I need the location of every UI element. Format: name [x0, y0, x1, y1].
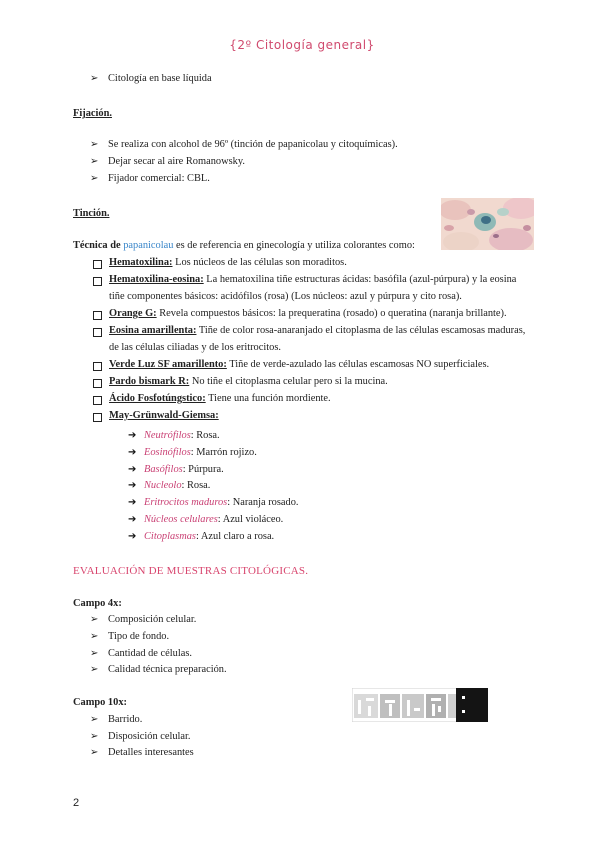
arrow-bullet-icon: ➢: [90, 73, 99, 84]
list-item: [90, 731, 191, 742]
right-arrow-icon: ➔: [128, 531, 137, 542]
list-item-text: Se realiza con alcohol de 96º (tinción de papanicolau y citoquímicas).: [108, 139, 398, 150]
tincion-intro-suffix: es de referencia en ginecología y utiliza colorantes como:: [173, 240, 415, 251]
right-arrow-icon: ➔: [128, 514, 137, 525]
stain-item-continuation: [109, 342, 281, 353]
checkbox-icon: [93, 396, 102, 405]
list-item: [90, 714, 142, 725]
list-item-text: Detalles interesantes: [108, 747, 194, 758]
list-item-text: Cantidad de células.: [108, 648, 192, 659]
arrow-bullet-icon: ➢: [90, 139, 99, 150]
mgg-item: [128, 514, 283, 525]
microscopy-image: [441, 198, 534, 250]
arrow-bullet-icon: ➢: [90, 156, 99, 167]
right-arrow-icon: ➔: [128, 464, 137, 475]
list-item-text: Dejar secar al aire Romanowsky.: [108, 156, 245, 167]
list-item: [90, 664, 227, 675]
section-heading-fijacion: Fijación.: [73, 108, 112, 119]
checkbox-icon: [93, 311, 102, 320]
list-item: [90, 614, 196, 625]
mgg-term: Nucleolo: [144, 480, 182, 491]
stain-label: Verde Luz SF amarillento:: [109, 359, 227, 370]
list-item: [90, 631, 169, 642]
list-item-text: Fijador comercial: CBL.: [108, 173, 210, 184]
arrow-bullet-icon: ➢: [90, 747, 99, 758]
stain-item: [109, 274, 516, 285]
mgg-term: Basófilos: [144, 464, 183, 475]
stain-label: Ácido Fosfotúngstico:: [109, 393, 206, 404]
checkbox-icon: [93, 379, 102, 388]
list-item: [90, 648, 192, 659]
stain-text: Los núcleos de las células son moraditos.: [172, 257, 347, 268]
mgg-term: Eosinófilos: [144, 447, 191, 458]
stain-item: [109, 257, 347, 268]
checkbox-icon: [93, 362, 102, 371]
mgg-value: : Azul violáceo.: [217, 514, 284, 525]
mgg-term: Citoplasmas: [144, 531, 196, 542]
tincion-intro: [73, 240, 415, 251]
checkbox-icon: [93, 260, 102, 269]
right-arrow-icon: ➔: [128, 480, 137, 491]
list-item-text: Tipo de fondo.: [108, 631, 170, 642]
list-item-text: Disposición celular.: [108, 731, 191, 742]
arrow-bullet-icon: ➢: [90, 731, 99, 742]
mgg-item: [128, 464, 224, 475]
stain-text: Tiñe de verde-azulado las células escamosas NO superficiales.: [226, 359, 490, 370]
mgg-value: : Azul claro a rosa.: [195, 531, 275, 542]
campo-10x-heading: Campo 10x:: [73, 697, 127, 708]
list-item-text: Barrido.: [108, 714, 143, 725]
stain-text: Tiene una función mordiente.: [205, 393, 331, 404]
mgg-item: [128, 447, 257, 458]
mgg-term: Eritrocitos maduros: [144, 497, 228, 508]
stain-item: [109, 308, 507, 319]
stain-label: Hematoxilina:: [109, 257, 173, 268]
mgg-value: : Marrón rojizo.: [190, 447, 257, 458]
papanicolau-highlight: papanicolau: [123, 240, 174, 251]
stain-item: [109, 359, 489, 370]
mgg-term: Neutrófilos: [144, 430, 191, 441]
mgg-term: Núcleos celulares: [144, 514, 218, 525]
table-image-drawing: [352, 688, 488, 722]
stain-label: Eosina amarillenta:: [109, 325, 197, 336]
stain-item: [109, 376, 388, 387]
arrow-bullet-icon: ➢: [90, 614, 99, 625]
arrow-bullet-icon: ➢: [90, 173, 99, 184]
page-title: {2º Citología general}: [229, 38, 375, 52]
stain-item: [109, 325, 525, 336]
list-item: [90, 173, 210, 184]
right-arrow-icon: ➔: [128, 430, 137, 441]
mgg-item: [128, 497, 299, 508]
arrow-bullet-icon: ➢: [90, 631, 99, 642]
list-item: [90, 139, 398, 150]
stain-item: [109, 393, 331, 404]
arrow-bullet-icon: ➢: [90, 648, 99, 659]
stain-item-continuation: [109, 291, 462, 302]
mgg-item: [128, 531, 274, 542]
checkbox-icon: [93, 413, 102, 422]
checkbox-icon: [93, 328, 102, 337]
list-item: [90, 156, 245, 167]
section-heading-evaluacion: EVALUACIÓN DE MUESTRAS CITOLÓGICAS.: [73, 565, 309, 577]
stain-text: Tiñe de color rosa-anaranjado el citoplasma de las células escamosas maduras,: [196, 325, 526, 336]
page-number: 2: [73, 797, 80, 809]
mgg-item: [128, 480, 210, 491]
list-item: [90, 73, 212, 84]
microscopy-image-drawing: [441, 198, 534, 250]
list-item: [90, 747, 194, 758]
stain-item: [109, 410, 219, 421]
list-item-text: Composición celular.: [108, 614, 197, 625]
stain-text: No tiñe el citoplasma celular pero si la mucina.: [189, 376, 388, 387]
mgg-value: : Rosa.: [181, 480, 211, 491]
stain-label: Hematoxilina-eosina:: [109, 274, 204, 285]
arrow-bullet-icon: ➢: [90, 714, 99, 725]
stain-text: La hematoxilina tiñe estructuras ácidas: basófila (azul-púrpura) y la eosina: [203, 274, 517, 285]
mgg-value: : Rosa.: [190, 430, 220, 441]
right-arrow-icon: ➔: [128, 497, 137, 508]
table-image: [352, 688, 488, 722]
stain-text: de las células ciliadas y de los eritrocitos.: [109, 342, 281, 353]
stain-label: Pardo bismark R:: [109, 376, 190, 387]
campo-4x-heading: Campo 4x:: [73, 598, 122, 609]
stain-label: Orange G:: [109, 308, 157, 319]
mgg-value: : Naranja rosado.: [227, 497, 299, 508]
section-heading-tincion: Tinción.: [73, 208, 110, 219]
list-item-text: Citología en base líquida: [108, 73, 212, 84]
mgg-item: [128, 430, 220, 441]
stain-text: Revela compuestos básicos: la prequeratina (rosado) o queratina (naranja brillante).: [156, 308, 507, 319]
list-item-text: Calidad técnica preparación.: [108, 664, 227, 675]
arrow-bullet-icon: ➢: [90, 664, 99, 675]
stain-label: May-Grünwald-Giemsa:: [109, 410, 219, 421]
tincion-intro-prefix: Técnica de: [73, 240, 124, 251]
checkbox-icon: [93, 277, 102, 286]
stain-text: tiñe componentes básicos: acidófilos (rosa) (Los núcleos: azul y púrpura y cito rosa).: [109, 291, 462, 302]
right-arrow-icon: ➔: [128, 447, 137, 458]
mgg-value: : Púrpura.: [182, 464, 224, 475]
